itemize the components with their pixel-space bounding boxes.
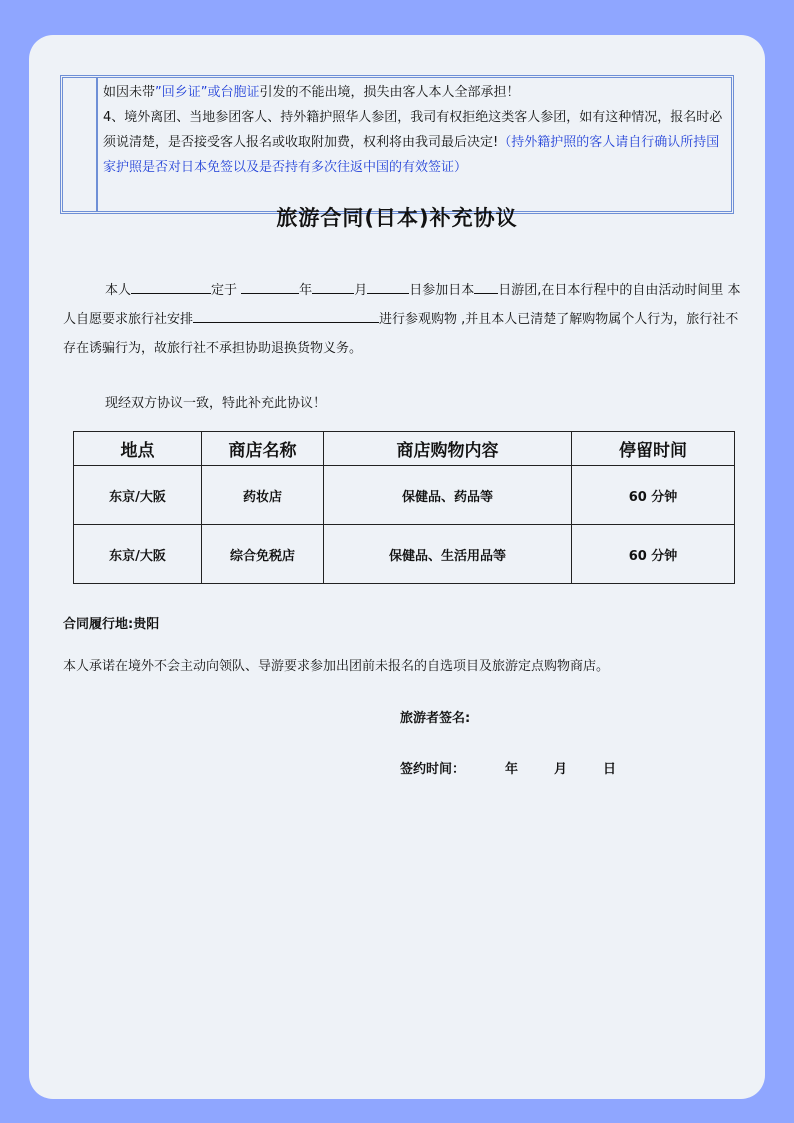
header-location: 地点	[74, 432, 202, 466]
cell-shopping-content: 保健品、生活用品等	[324, 525, 572, 584]
notice-line-2: 4、境外离团、当地参团客人、持外籍护照华人参团，我司有权拒绝这类客人参团，如有这种情况，报名时必须说清楚，是否接受客人报名或收取附加费，权利将由我司最后决定!（持外籍护照的客人请自行确认所持国家护照是否对日本免签以及是否持有多次往返中国的有效签证）	[103, 110, 723, 175]
document-page	[29, 35, 765, 1099]
days-blank[interactable]	[474, 279, 498, 294]
notice-text	[103, 80, 725, 180]
page-title: 旅游合同(日本)补充协议	[276, 206, 518, 230]
cell-shopping-content: 保健品、药品等	[324, 466, 572, 525]
shopping-table	[73, 431, 735, 584]
month-blank[interactable]	[312, 279, 354, 294]
header-shop-name: 商店名称	[202, 432, 324, 466]
notice-margin-cell	[63, 78, 98, 211]
traveler-promise: 本人承诺在境外不会主动向领队、导游要求参加出团前未报名的自选项目及旅游定点购物商店。	[63, 659, 610, 674]
header-duration: 停留时间	[572, 432, 735, 466]
agreement-confirm: 现经双方协议一致，特此补充此协议！	[105, 396, 327, 411]
header-shopping-content: 商店购物内容	[324, 432, 572, 466]
shop-blank[interactable]	[193, 308, 379, 323]
table-row	[74, 466, 735, 525]
signer-label: 旅游者签名:	[400, 711, 471, 726]
cell-duration: 60 分钟	[572, 466, 735, 525]
day-blank[interactable]	[367, 279, 409, 294]
name-blank[interactable]	[131, 279, 211, 294]
cell-location: 东京/大阪	[74, 466, 202, 525]
contract-place: 合同履行地:贵阳	[63, 617, 160, 632]
cell-duration: 60 分钟	[572, 525, 735, 584]
cell-location: 东京/大阪	[74, 525, 202, 584]
cell-shop-name: 药妆店	[202, 466, 324, 525]
year-blank[interactable]	[241, 279, 299, 294]
notice-line-1: 如因未带”回乡证”或台胞证引发的不能出境，损失由客人本人全部承担！	[103, 85, 520, 100]
sign-date: 签约时间： 年 月 日	[400, 762, 617, 777]
agreement-paragraph: 本人 定于 年 月 日参加日本 日游团,在日本行程中的自由活动时间里 本人自愿要求旅行社安排 进行参观购物 ,并且本人已清楚了解购物属个人行为，旅行社不存在诱骗行为，故旅行社不承担协助退换货物义务。	[63, 276, 743, 363]
table-header-row	[74, 432, 735, 466]
cell-shop-name: 综合免税店	[202, 525, 324, 584]
table-row	[74, 525, 735, 584]
notice-box	[60, 75, 734, 214]
